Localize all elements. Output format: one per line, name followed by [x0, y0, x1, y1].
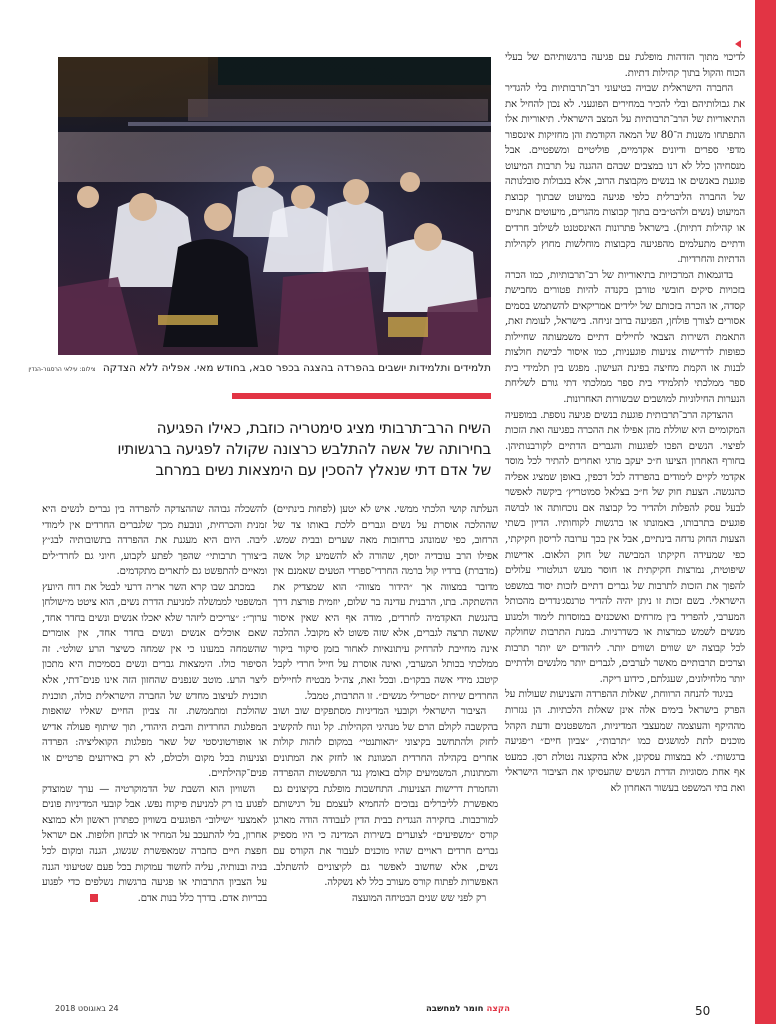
- page-edge-accent-bar: [755, 0, 776, 1024]
- pullquote: [58, 418, 491, 481]
- issue-date: 24 באוגוסט 2018: [55, 1004, 119, 1013]
- paragraph: ההצדקה הרב־תרבותית פוגעת בנשים פגיעה נוספת. במופעיה המקומיים היא שוללת מהן אפילו את ההכרה בפגיעה ואת הזכות לפיצוי. הנשים הפכו לפוגעות והגברים הדתיים לקורבנותיהן. בחורף האחרון הציעו ח״כ יעקב מרגי ואחרים להתיר לכל מוסד אקדמי לקיים לימודים בהפרדה לכל דכפין, באופן שמציג אפליה כהנגשה. הצעת חוק של ח״כ בצלאל סמוטריץ׳ ביקשה לאפשר לבעל עסק להפלות ולהדיר כל קבוצה אם נוכחותה או לבושה פוגעים בתרבותו, באמונתו או ברגשות לקוחותיו. הדיון בשתי הצעות החוק נדחה בינתיים, אבל אין בכך ערובה לריסון חקיקתי, כפי שמעידה חקיקתו המבישה של חוק הלאום. אדישות שיפוטית, נמרצות חקיקתית או חוסר מעש רגולטורי עלולים להפוך את הזכות לתרבות של גברים דתיים לזכות יסוד במשפט הישראלי. בשם זכות זו ניתן יהיה להדיר טרנסג׳נדרים מהכותל המערבי, להפריד בין מזרחים ואשכנזים במוסדות לימוד ולמנוע מנשים לשמש כמרצות או כשדרניות. במנת התרבות שחולקה לכל קבוצה יש שווים ושווים יותר. ליהודים יש יותר תרבות וצרכים תרבותיים מאשר לערבים, לגברים יותר מלנשים ולדתיים יותר מלחילונים, שעגלתם, כידוע ריקה.: [505, 409, 745, 685]
- paragraph: הציבור הישראלי וקובעי המדיניות מסתפקים שוב ושוב בהקשבה לקולם הרם של מנהיגי הקהילות. קל ונוח להקשיב לחזק ולהתחשב בקיצוני ״האותנטי״ במקום לזהות קולות אחרים בקהילה החרדית המגוונת או לחזק את המתונים והמתונות, המשמיעים קולם באומץ נגד התפשטות ההפרדה והחמרת דרישות הצניעות. התחשבות מופלגת בקיצונים גם מאפשרת לליברלים נבוכים להחמיא לעצמם על רגישותם למורכבות. בחקירה הנגדית בבית הדין לעבודה הודה מארגן קורס ״משפיעים״ לצוערים בשירות המדינה כי היו מספיק גברים חרדים ראויים שהיו מוכנים לעבור את הקורס עם נשים, אלא שחשוב לאפשר גם לקיצוניים להשתלב. האפשרות לפתוח קורס מעורב כלל לא נשקלה.: [273, 706, 498, 889]
- article-photo: [58, 57, 491, 355]
- paragraph: בניגוד להנחה הרווחת, שאלות ההפרדה והצניעות שעולות על הפרק בישראל בימים אלה אינן שאלות הלכתיות. הן נגזרות מההיקף והעוצמה שמעצבי המדיניות, המשפטנים ודעת הקהל מוכנים לתת למושגים כמו ״תרבות״, ״צביון חיים״ ו״פגיעה ברגשות״. לא במצוות עסקינן, אלא בהקצנה נטולת רסן. כמעט אף אחת מסוגיות הדרת הנשים שהעסיקו את הציבור הישראלי ואת בתי המשפט בעשור האחרון לא: [505, 689, 745, 794]
- article-column-right: [505, 50, 745, 1000]
- paragraph: העלתה קושי הלכתי ממשי. איש לא יטען (לפחות בינתיים) שההלכה אוסרת על נשים וגברים ללכת באותו צד של הרחוב, כפי שמונהג ברחובות מאה שערים ובבית שמש. אפילו הרב עובדיה יוסף, שהורה לא להשמיע קול אשה (מדברת) ברדיו קול ברמה החרדי־ספרדי הטעים שאמנם אין מדובר במצווה אך ״הידור מצווה״ הוא שמצדיק את ההשתקה. בתו, הרבנית עדינה בר שלום, יוזמית פורצת דרך בהנגשת האקדמיה לחרדים, מודה אף היא שאין איסור שאשה תרצה לגברים, אלא שזה פשוט לא מקובל. ההלכה אינה מחייבת להרחיק עיתונאיות לאחור בזמן סיקור ביקור ממלכתי בכותל המערבי, ואינה אוסרת על חייל חרדי לקבל קיטבג מידי אשה בבקו״ם. ובכל זאת, צה״ל מבטיח לחיילים החרדים שירות ״סטרילי מנשים״. זו התרבות, טמבל.: [273, 504, 498, 702]
- paragraph: בדוגמאות המרכזיות בתיאוריות של רב־תרבותיות, כמו הכרה בזכויות סיקים חובשי טורבן בקנדה להיות פטורים מחבישת קסדה, או הכרה בזכותם של ילידים אמריקאים להשתמש בסמים אסורים לצורך פולחן, הפגיעה ברוב זניחה. בישראל, לעומת זאת, התאמת השירות הצבאי לחיילים דתיים משמעותה שחיילות כפופות לדרישות צניעות פוגעניות, כמו איסור לבישת חולצות לבנות או הקמת מחיצה בפינת העישון. מפגש בין תלמידי בית ספר ממלכתי לתלמידי בית ספר ממלכתי דתי גורם לשליחת הנערות החילוניות למושבים שבשורות האחרונות.: [505, 269, 745, 406]
- pullquote-line: השיח הרב־תרבותי מציג סימטריה כוזבת, כאילו הפגיעה: [156, 419, 491, 437]
- caption-text: תלמידים ותלמידות יושבים בהפרדה בהצגה בכפר סבא, בחודש מאי. אפליה ללא הצדקה: [102, 362, 491, 374]
- publication-section-name: חומר למחשבה: [425, 1004, 484, 1014]
- photo-credit: צילום: עילאי הרסגור-הנדין: [28, 366, 96, 373]
- pullquote-accent-bar: [232, 393, 491, 399]
- article-column-left: [42, 502, 267, 982]
- article-column-middle: [273, 502, 498, 982]
- continuation-arrow-icon: [735, 40, 741, 48]
- paragraph-text: השוויון הוא השבת של הדמוקרטיה — ערך שמוצדק לפגוע בו רק למניעת פיקוח נפש. אבל קובעי המדיניות פונים לאמצעי ״שילוב״ הפוגעים בשוויון כפתרון ראשון ולא כמוצא אחרון, בלי להתעכב על המחיר או לבחון חלופות. אם ישראל חפצת חיים כחברה שמאפשרת שגשוג, הגנה ומקום לכל בניה ובנותיה, עליה לחשוד עמוקות בכל פעם שטיעוני הגנה על הצביון התרבותי או פגיעה ברגשות נשלפים כדי לפגוע בבריות אדם. בדרך כלל בנות אדם.: [42, 783, 267, 904]
- pullquote-line: בחירותה של אשה להתלבש כרצונה שקולה לפגיעה ברגשותיו: [117, 440, 491, 458]
- paragraph: להשכלה גבוהה שההצדקה להפרדה בין גברים לנשים היא זמנית והכרחית, ונובעת מכך שלגברים החרדים אין לימודי ליבה. היום היא מעגנת את ההפרדה בתשובותיה לבג״ץ ב״צורך תרבותי״ שהפך לפתע לקבוע, חיוני גם לחרד״לים ומאיים להתפשט גם לתארים מתקדמים.: [42, 504, 267, 578]
- end-of-article-mark-icon: [90, 894, 98, 902]
- audience-photo-illustration: [58, 57, 491, 355]
- photo-caption: [28, 362, 491, 374]
- paragraph: לדיכוי מתוך הזדהות מופלגת עם פגיעה ברגשותיהם של בעלי הכוח והקול בתוך קהילות דתיות.: [505, 52, 745, 79]
- publication-footer: [330, 1004, 510, 1014]
- page-number: 50: [695, 1004, 711, 1018]
- publication-brand: הקצה: [486, 1004, 510, 1014]
- paragraph: רק לפני שש שנים הבטיחה המועצה: [351, 892, 486, 904]
- pullquote-line: של אדם דתי שנאלץ להסכין עם הימצאות נשים במרחב: [155, 461, 491, 479]
- paragraph: החברה הישראלית שבויה בטיעוני רב־תרבותיות בלי להגדיר את גבולותיהם ובלי להכיר במחירים הפוגעני. לא נכון להחיל את התיאוריות של הרב־תרבותיות על המצב הישראלי. תיאוריות אלו התפתחו משנות ה־80 של המאה הקודמת והן מחזיקות אינספור מדפי ספרים ודיונים אקדמיים, פוליטיים ומשפטיים. אבל מנסחיהן כלל לא דנו במצבים שבהם ההגנה על תרבות המיעוט פוגעת באנשים או בנשים מקבוצת הרוב, אלא בגבולות סובלנותה של החברה הליברלית כלפי פגיעה במיעוט שבתוך קבוצת המיעוט (נשים ולהט״בים בתוך קבוצות מהגרים, מיעוטים אתניים או קהילות דתיות). בישראל פתרונות האינסטנט לשילוב חרדים ודתיים מתעלמים מהפגיעה בקבוצות מוחלשות מחוץ לקהילות הדתיות והחרדיות.: [505, 83, 745, 266]
- paragraph: במכתב שבו קרא השר אריה דרעי לבטל את דוח היועץ המשפטי לממשלה למניעת הדרת נשים, הוא ציטט מ״שולחן ערוך״: ״צריכים ליזהר שלא יאכלו אנשים ונשים בחדר אחד, שאם אוכלים אנשים ונשים בחדר אחד, אין אומרים שהשמחה במעונו כי אין שמחה כשיצר הרע שולט״. זה הסיפור כולו. הימצאות גברים ונשים בסמיכות היא מתכון ליצר הרע. מוטב שנפנים שהחזון הזה אינו פנים־דתי, אלא תוכנית לעיצוב מחדש של החברה הישראלית כולה, תוכנית שהולכת ומתממשת. זה צביון החיים שאליו שואפות המפלגות החרדיות והבית היהודי, תוך שיתוף פעולה אדיש או אופורטוניסטי של שאר מפלגות הקואליציה: הפרדה וצניעות בכל מקום ולכולם, לא רק באירועים פרטיים או פנים־קהילתיים.: [42, 581, 267, 780]
- paragraph: [42, 782, 267, 906]
